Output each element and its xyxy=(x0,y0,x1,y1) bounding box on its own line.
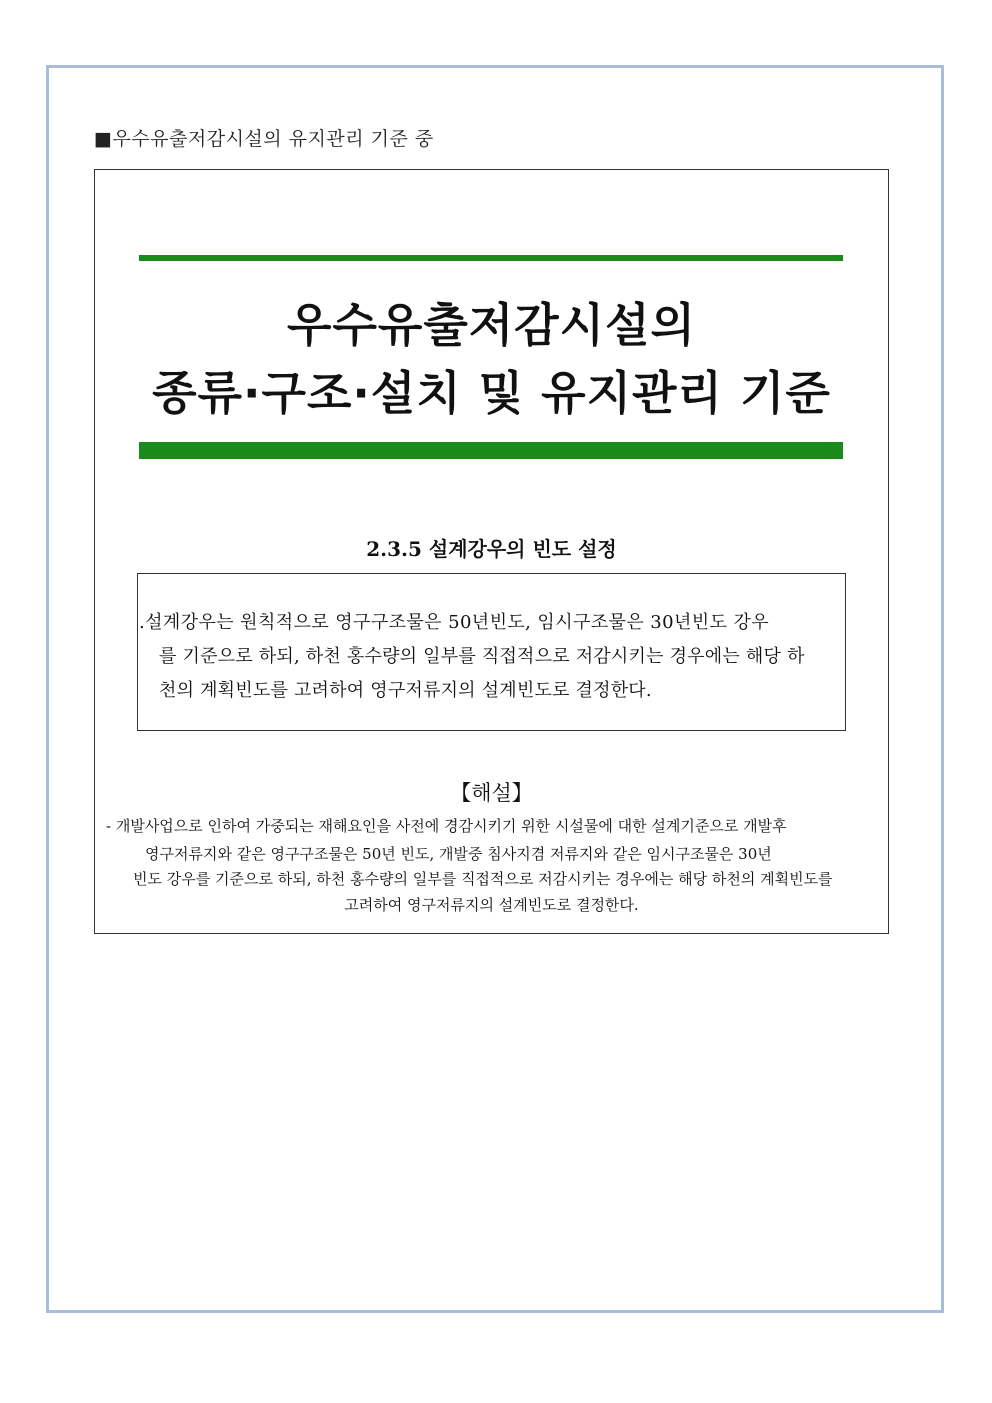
explanation-line: 영구저류지와 같은 영구구조물은 50년 빈도, 개발중 침사지겸 저류지와 같은 임시구조물은 30년 xyxy=(145,845,772,863)
document-header: ■우수유출저감시설의 유지관리 기준 중 xyxy=(94,128,434,150)
explanation-line: 고려하여 영구저류지의 설계빈도로 결정한다. xyxy=(344,896,639,914)
rule-text-line: 천의 계획빈도를 고려하여 영구저류지의 설계빈도로 결정한다. xyxy=(159,680,652,701)
section-heading: 2.3.5 설계강우의 빈도 설정 xyxy=(366,537,617,561)
page-title-line-2: 종류·구조·설치 및 유지관리 기준 xyxy=(152,366,831,420)
title-bottom-bar xyxy=(139,442,843,459)
rule-text-line: .설계강우는 원칙적으로 영구구조물은 50년빈도, 임시구조물은 30년빈도 강우 xyxy=(139,612,770,633)
explanation-heading: 【해설】 xyxy=(450,781,533,805)
page-title-line-1: 우수유출저감시설의 xyxy=(287,298,696,352)
explanation-line: 빈도 강우를 기준으로 하되, 하천 홍수량의 일부를 직접적으로 저감시키는 경우에는 해당 하천의 계획빈도를 xyxy=(133,870,833,888)
rule-text-line: 를 기준으로 하되, 하천 홍수량의 일부를 직접적으로 저감시키는 경우에는 해당 하 xyxy=(159,646,805,667)
title-top-bar xyxy=(139,255,843,261)
explanation-line: - 개발사업으로 인하여 가중되는 재해요인을 사전에 경감시키기 위한 시설물에 대한 설계기준으로 개발후 xyxy=(106,817,787,835)
